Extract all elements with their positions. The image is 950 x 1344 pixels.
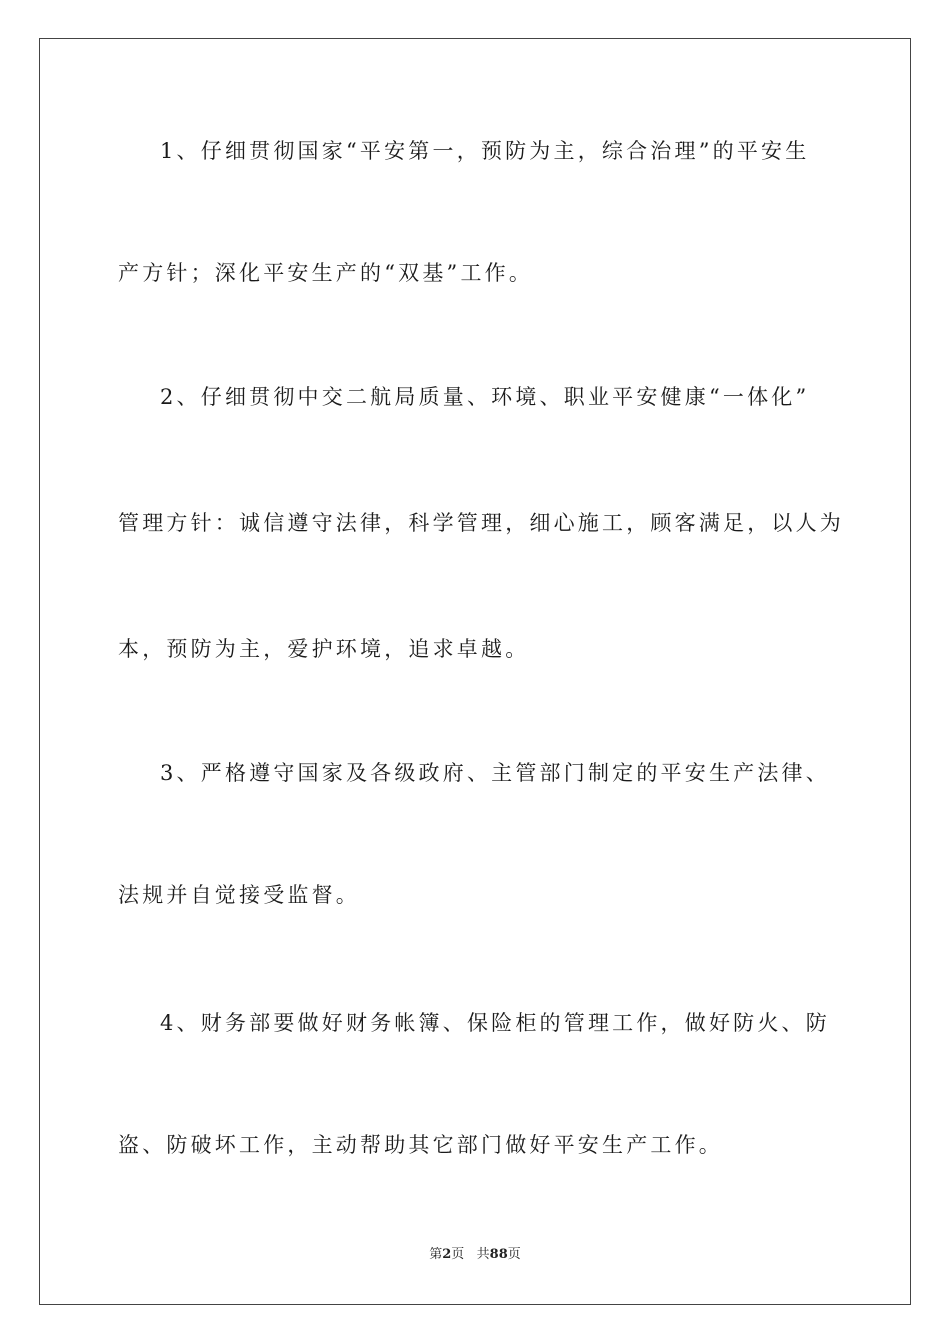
page-footer <box>0 1243 950 1262</box>
paragraph-3-line-2: 法规并自觉接受监督。 <box>118 883 360 907</box>
paragraph-2-line-1: 2、仔细贯彻中交二航局质量、环境、职业平安健康“一体化” <box>160 385 810 409</box>
footer-mid: 页 共 <box>451 1247 490 1262</box>
footer-prefix: 第 <box>429 1247 443 1262</box>
footer-current-page: 2 <box>442 1247 452 1262</box>
page-frame <box>39 38 911 1305</box>
paragraph-4-line-2: 盗、防破坏工作，主动帮助其它部门做好平安生产工作。 <box>118 1133 723 1157</box>
footer-suffix: 页 <box>507 1247 521 1262</box>
paragraph-4-line-1: 4、财务部要做好财务帐簿、保险柜的管理工作，做好防火、防 <box>160 1011 830 1035</box>
paragraph-1-line-2: 产方针；深化平安生产的“双基”工作。 <box>118 261 534 285</box>
footer-total-pages: 88 <box>489 1247 508 1262</box>
paragraph-3-line-1: 3、严格遵守国家及各级政府、主管部门制定的平安生产法律、 <box>160 761 830 785</box>
paragraph-2-line-3: 本，预防为主，爱护环境，追求卓越。 <box>118 637 530 661</box>
paragraph-2-line-2: 管理方针：诚信遵守法律，科学管理，细心施工，顾客满足，以人为 <box>118 511 844 535</box>
paragraph-1-line-1: 1、仔细贯彻国家“平安第一，预防为主，综合治理”的平安生 <box>160 139 810 163</box>
